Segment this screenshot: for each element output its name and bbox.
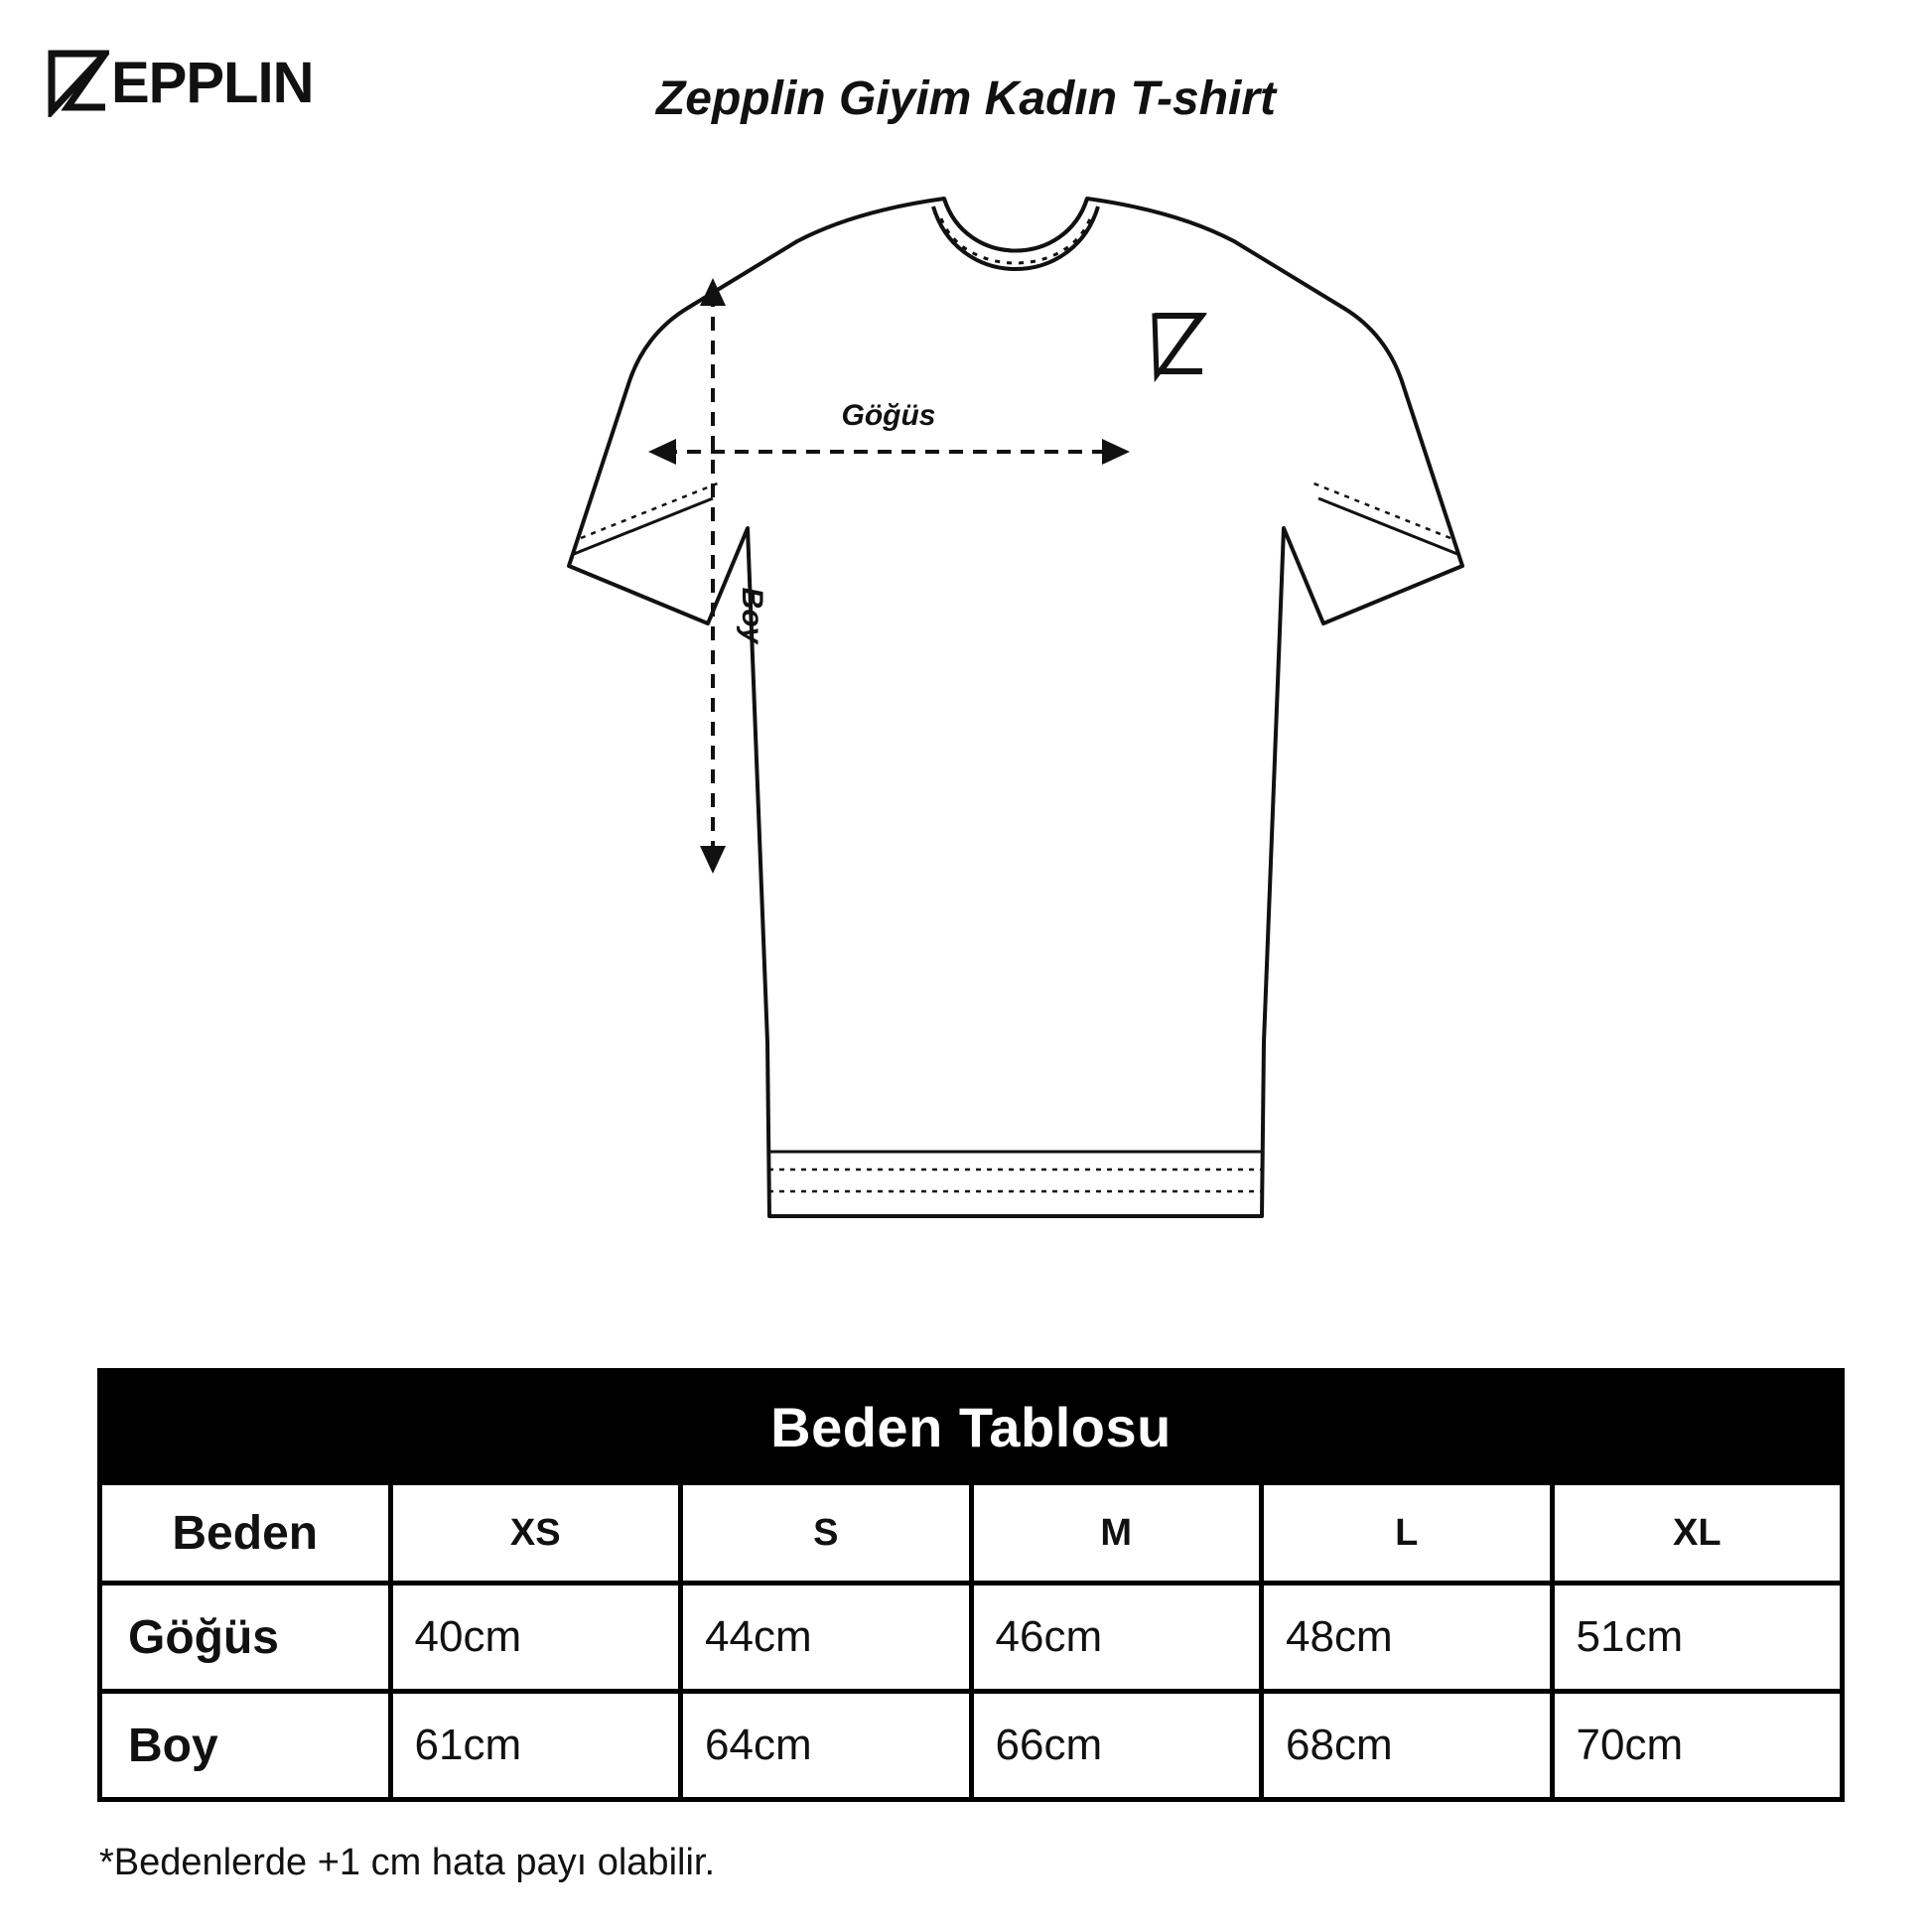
row-label-boy: Boy	[100, 1692, 391, 1800]
row-label-gogus: Göğüs	[100, 1584, 391, 1692]
brand-wordmark: EPPLIN	[111, 51, 314, 115]
chest-label: Göğüs	[841, 399, 936, 432]
page-title	[0, 71, 1932, 126]
tshirt-illustration	[0, 149, 1932, 1330]
table-row	[100, 1584, 1843, 1692]
page-title-bold: Kadın T-shirt	[984, 72, 1277, 125]
cell-gogus-s: 44cm	[681, 1584, 972, 1692]
cell-gogus-xl: 51cm	[1552, 1584, 1843, 1692]
size-tolerance-note: *Bedenlerde +1 cm hata payı olabilir.	[99, 1842, 716, 1883]
size-table	[97, 1368, 1845, 1802]
table-row	[100, 1692, 1843, 1800]
column-header-xl: XL	[1552, 1483, 1843, 1584]
column-header-m: M	[971, 1483, 1262, 1584]
cell-boy-m: 66cm	[971, 1692, 1262, 1800]
cell-gogus-l: 48cm	[1262, 1584, 1553, 1692]
cell-boy-l: 68cm	[1262, 1692, 1553, 1800]
column-header-s: S	[681, 1483, 972, 1584]
cell-boy-xs: 61cm	[390, 1692, 681, 1800]
cell-gogus-m: 46cm	[971, 1584, 1262, 1692]
cell-gogus-xs: 40cm	[390, 1584, 681, 1692]
column-header-beden: Beden	[100, 1483, 391, 1584]
column-header-xs: XS	[390, 1483, 681, 1584]
table-header-row	[100, 1483, 1843, 1584]
cell-boy-s: 64cm	[681, 1692, 972, 1800]
page-title-light: Zepplin Giyim	[655, 72, 985, 125]
size-table-container	[97, 1368, 1845, 1802]
cell-boy-xl: 70cm	[1552, 1692, 1843, 1800]
length-label: Boy	[736, 587, 768, 644]
column-header-l: L	[1262, 1483, 1553, 1584]
table-title: Beden Tablosu	[100, 1371, 1843, 1483]
table-title-row	[100, 1371, 1843, 1483]
tshirt-technical-drawing	[370, 149, 1562, 1330]
